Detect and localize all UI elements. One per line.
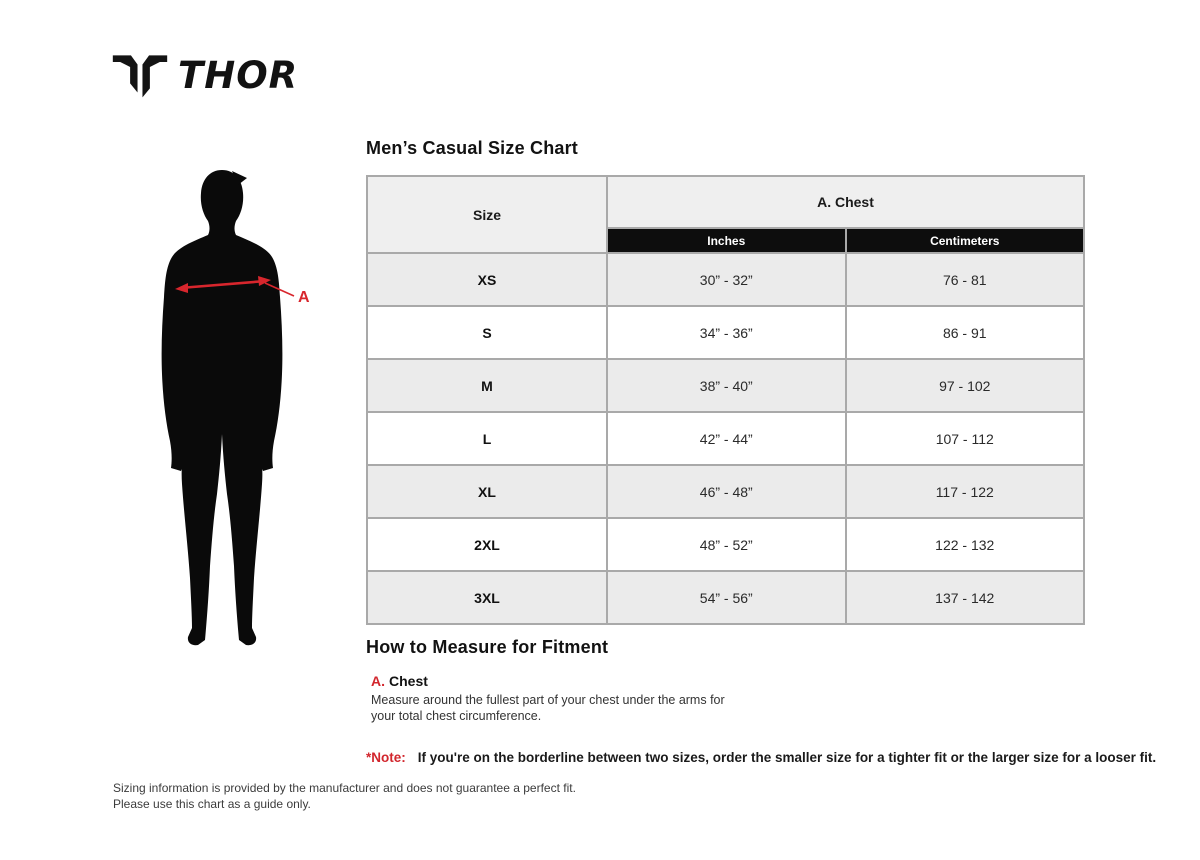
inches-cell: 42” - 44” bbox=[607, 412, 846, 465]
column-header-chest: A. Chest bbox=[607, 176, 1084, 228]
size-table-body bbox=[367, 253, 1084, 624]
thor-horns-icon bbox=[112, 50, 168, 102]
table-header-row bbox=[367, 176, 1084, 228]
column-header-centimeters: Centimeters bbox=[846, 228, 1085, 253]
centimeters-cell: 76 - 81 bbox=[846, 253, 1085, 306]
brand-logo bbox=[112, 50, 298, 102]
measure-item-name: Chest bbox=[389, 673, 428, 689]
size-cell: 3XL bbox=[367, 571, 607, 624]
column-header-inches: Inches bbox=[607, 228, 846, 253]
brand-wordmark: THOR bbox=[178, 54, 299, 97]
centimeters-cell: 86 - 91 bbox=[846, 306, 1085, 359]
table-row bbox=[367, 412, 1084, 465]
inches-cell: 46” - 48” bbox=[607, 465, 846, 518]
measure-item-description: Measure around the fullest part of your chest under the arms for your total chest circumference. bbox=[371, 693, 725, 724]
inches-cell: 30” - 32” bbox=[607, 253, 846, 306]
size-cell: M bbox=[367, 359, 607, 412]
centimeters-cell: 117 - 122 bbox=[846, 465, 1085, 518]
centimeters-cell: 122 - 132 bbox=[846, 518, 1085, 571]
male-silhouette-figure bbox=[148, 166, 318, 651]
size-chart-title: Men’s Casual Size Chart bbox=[366, 138, 578, 158]
table-row bbox=[367, 571, 1084, 624]
centimeters-cell: 107 - 112 bbox=[846, 412, 1085, 465]
size-cell: S bbox=[367, 306, 607, 359]
size-cell: XL bbox=[367, 465, 607, 518]
measure-item-letter: A. bbox=[371, 673, 385, 689]
size-cell: XS bbox=[367, 253, 607, 306]
size-cell: L bbox=[367, 412, 607, 465]
size-chart-table bbox=[366, 175, 1085, 625]
note-text: If you're on the borderline between two sizes, order the smaller size for a tighter fit or the larger size for a looser fit. bbox=[417, 750, 1157, 765]
measure-section-title: How to Measure for Fitment bbox=[366, 637, 609, 657]
table-row bbox=[367, 306, 1084, 359]
size-cell: 2XL bbox=[367, 518, 607, 571]
inches-cell: 54” - 56” bbox=[607, 571, 846, 624]
inches-cell: 48” - 52” bbox=[607, 518, 846, 571]
table-row bbox=[367, 359, 1084, 412]
measure-item-chest bbox=[371, 673, 428, 689]
table-row bbox=[367, 253, 1084, 306]
centimeters-cell: 97 - 102 bbox=[846, 359, 1085, 412]
table-row bbox=[367, 518, 1084, 571]
disclaimer-line-2: Please use this chart as a guide only. bbox=[113, 797, 311, 812]
inches-cell: 38” - 40” bbox=[607, 359, 846, 412]
silhouette-body bbox=[162, 170, 283, 645]
chest-label-a: A bbox=[298, 289, 310, 306]
sizing-note bbox=[366, 750, 1156, 765]
note-label: *Note: bbox=[366, 750, 406, 765]
table-row bbox=[367, 465, 1084, 518]
inches-cell: 34” - 36” bbox=[607, 306, 846, 359]
disclaimer bbox=[113, 780, 576, 812]
centimeters-cell: 137 - 142 bbox=[846, 571, 1085, 624]
disclaimer-line-1: Sizing information is provided by the manufacturer and does not guarantee a perfect fit. bbox=[113, 781, 576, 795]
column-header-size: Size bbox=[367, 176, 607, 253]
